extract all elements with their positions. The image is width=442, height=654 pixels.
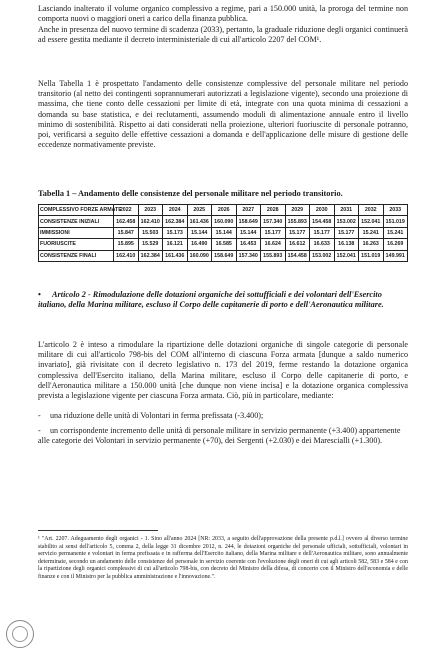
table-cell: 16.612	[285, 239, 310, 250]
list-item-text: un corrispondente incremento delle unità di personale militare in servizio permanente (+3.400) appartenente alle categorie dei Volontari in servizio permanente (+70), dei Sergenti (+2.030) e dei Marescialli (+1.300).	[38, 426, 401, 446]
year-cell: 2029	[285, 205, 310, 216]
table-cell: 16.624	[261, 239, 286, 250]
table-row	[39, 250, 408, 261]
table-cell: 16.121	[163, 239, 188, 250]
table-cell: 158.649	[236, 216, 261, 227]
table-cell: 15.144	[236, 227, 261, 238]
table-header-row	[39, 205, 408, 216]
dash-icon: -	[38, 411, 41, 420]
list-item	[38, 411, 408, 421]
year-cell: 2033	[383, 205, 408, 216]
footnote-divider	[38, 530, 158, 531]
table-cell: 15.241	[359, 227, 384, 238]
table-cell: 16.490	[187, 239, 212, 250]
consistenze-table	[38, 204, 408, 262]
year-cell: 2031	[334, 205, 359, 216]
table-row	[39, 227, 408, 238]
table-cell: 152.041	[334, 250, 359, 261]
table-cell: 151.019	[359, 250, 384, 261]
table-cell: 149.991	[383, 250, 408, 261]
table-cell: 162.384	[138, 250, 163, 261]
year-cell: 2032	[359, 205, 384, 216]
row-label: IMMISSIONI	[39, 227, 114, 238]
row-label: FUORIUSCITE	[39, 239, 114, 250]
table-cell: 15.847	[114, 227, 139, 238]
table-cell: 157.340	[261, 216, 286, 227]
intro-paragraph-1: Lasciando inalterato il volume organico complessivo a regime, pari a 150.000 unità, la proroga del termine non comporta nuovi o maggiori oneri a carico della finanza pubblica.	[38, 4, 408, 24]
intro-paragraph-2: Anche in presenza del nuovo termine di scadenza (2033), pertanto, la graduale riduzione degli organici continuerà ad essere gestita mediante il decreto interministeriale di cui all'articolo 2207 del COM¹.	[38, 25, 408, 45]
article-heading-text: Articolo 2 - Rimodulazione delle dotazioni organiche dei sottufficiali e dei volontari dell'Esercito italiano, della Marina militare, escluso il Corpo delle capitanerie di porto e dell'Aeronautica militare.	[38, 290, 384, 310]
intro-paragraph-3: Nella Tabella 1 è prospettato l'andamento delle consistenze complessive del personale militare nel periodo transitorio (al netto dei contingenti soprannumerari autorizzati a legislazione vigente), secondo una proiezione di massima, che tiene conto delle cessazioni per limite di età, integrate con una quota minima di cessazioni a domanda su base statistica, e dei reclutamenti, assumendo moduli di alimentazione annuale entro il livello minimo di sostenibilità. Rispetto ai dati considerati nella proiezione, ulteriori fuoriuscite di personale potranno, poi, verificarsi a seguito delle effettive cessazioni a domanda e dell'applicazione delle misure di gestione delle eccedenze normativamente previste.	[38, 79, 408, 150]
table-cell: 16.453	[236, 239, 261, 250]
table-cell: 15.895	[114, 239, 139, 250]
table-cell: 161.436	[187, 216, 212, 227]
table-cell: 16.138	[334, 239, 359, 250]
year-cell: 2030	[310, 205, 335, 216]
article-heading	[38, 290, 408, 311]
dash-icon: -	[38, 426, 41, 435]
table-cell: 155.893	[285, 216, 310, 227]
body-paragraph: L'articolo 2 è inteso a rimodulare la ripartizione delle dotazioni organiche di singole categorie di personale militare di cui all'articolo 798-bis del COM all'interno di ciascuna Forza armata [dunque a saldo numerico invariato], già rivisitate con il decreto legislativo n. 173 del 2019, ferme restando la dotazione organica complessiva dell'Esercito italiano, della Marina militare, escluso il Corpo delle capitanerie di porto, e dell'Aeronautica militare a 150.000 unità [che dunque non viene incisa] e la dotazione organica complessiva prevista a legislazione vigente per ciascuna Forza armata. Ciò, più in particolare, mediante:	[38, 340, 408, 401]
table-cell: 15.177	[310, 227, 335, 238]
table-cell: 16.263	[359, 239, 384, 250]
table-cell: 15.177	[261, 227, 286, 238]
table-cell: 16.269	[383, 239, 408, 250]
table-cell: 153.002	[334, 216, 359, 227]
table-cell: 154.458	[285, 250, 310, 261]
seal-stamp-icon	[6, 620, 34, 648]
table-row	[39, 239, 408, 250]
table-cell: 16.585	[212, 239, 237, 250]
table-cell: 160.090	[212, 216, 237, 227]
table-cell: 158.649	[212, 250, 237, 261]
table-cell: 15.241	[383, 227, 408, 238]
year-cell: 2025	[187, 205, 212, 216]
table-cell: 15.173	[163, 227, 188, 238]
table-cell: 155.893	[261, 250, 286, 261]
footnote: ¹ "Art. 2207. Adeguamento degli organici - 1. Sino all'anno 2024 [NR: 2033, a seguito dell'approvazione della presente p.d.l.] ovvero al diverso termine stabilito ai sensi dell'articolo 5, comma 2, della legge 31 dicembre 2012, n. 244, le dotazioni organiche del personale ufficiali, sottufficiali, volontari in servizio permanente e volontari in ferma prefissata e in rafferma dell'Esercito italiano, della Marina militare e dell'Aeronautica militare, sono annualmente determinate, secondo un andamento delle consistenze del personale in servizio coerente con l'evoluzione degli oneri di cui agli articoli 582, 583 e 584 e con la ripartizione degli organici complessivi di cui all'articolo 798-bis, con decreto del Ministro della difesa, di concerto con il Ministro dell'economia e delle finanze e con il Ministro per la pubblica amministrazione e l'innovazione.".	[38, 536, 408, 580]
table-cell: 15.529	[138, 239, 163, 250]
year-cell: 2026	[212, 205, 237, 216]
table-cell: 157.340	[236, 250, 261, 261]
table-cell: 154.458	[310, 216, 335, 227]
table-cell: 152.041	[359, 216, 384, 227]
table-row	[39, 216, 408, 227]
year-cell: 2023	[138, 205, 163, 216]
table-cell: 161.436	[163, 250, 188, 261]
table-cell: 15.503	[138, 227, 163, 238]
table-cell: 162.458	[114, 216, 139, 227]
bullet-icon: •	[38, 290, 41, 299]
row-label: CONSISTENZE FINALI	[39, 250, 114, 261]
table-cell: 151.019	[383, 216, 408, 227]
table-title: Tabella 1 – Andamento delle consistenze del personale militare nel periodo transitorio.	[38, 189, 343, 198]
row-label: CONSISTENZE INIZIALI	[39, 216, 114, 227]
table-cell: 15.144	[212, 227, 237, 238]
table-cell: 162.384	[163, 216, 188, 227]
table-cell: 15.177	[285, 227, 310, 238]
table-cell: 16.633	[310, 239, 335, 250]
table-cell: 162.410	[114, 250, 139, 261]
table-cell: 160.090	[187, 250, 212, 261]
year-cell: 2024	[163, 205, 188, 216]
list-item	[38, 426, 408, 446]
table-cell: 15.144	[187, 227, 212, 238]
table-header-label: COMPLESSIVO FORZE ARMATE	[39, 205, 114, 216]
year-cell: 2022	[114, 205, 139, 216]
table-cell: 15.177	[334, 227, 359, 238]
table-cell: 153.002	[310, 250, 335, 261]
year-cell: 2028	[261, 205, 286, 216]
list-item-text: una riduzione delle unità di Volontari in ferma prefissata (-3.400);	[50, 411, 264, 420]
year-cell: 2027	[236, 205, 261, 216]
table-cell: 162.410	[138, 216, 163, 227]
